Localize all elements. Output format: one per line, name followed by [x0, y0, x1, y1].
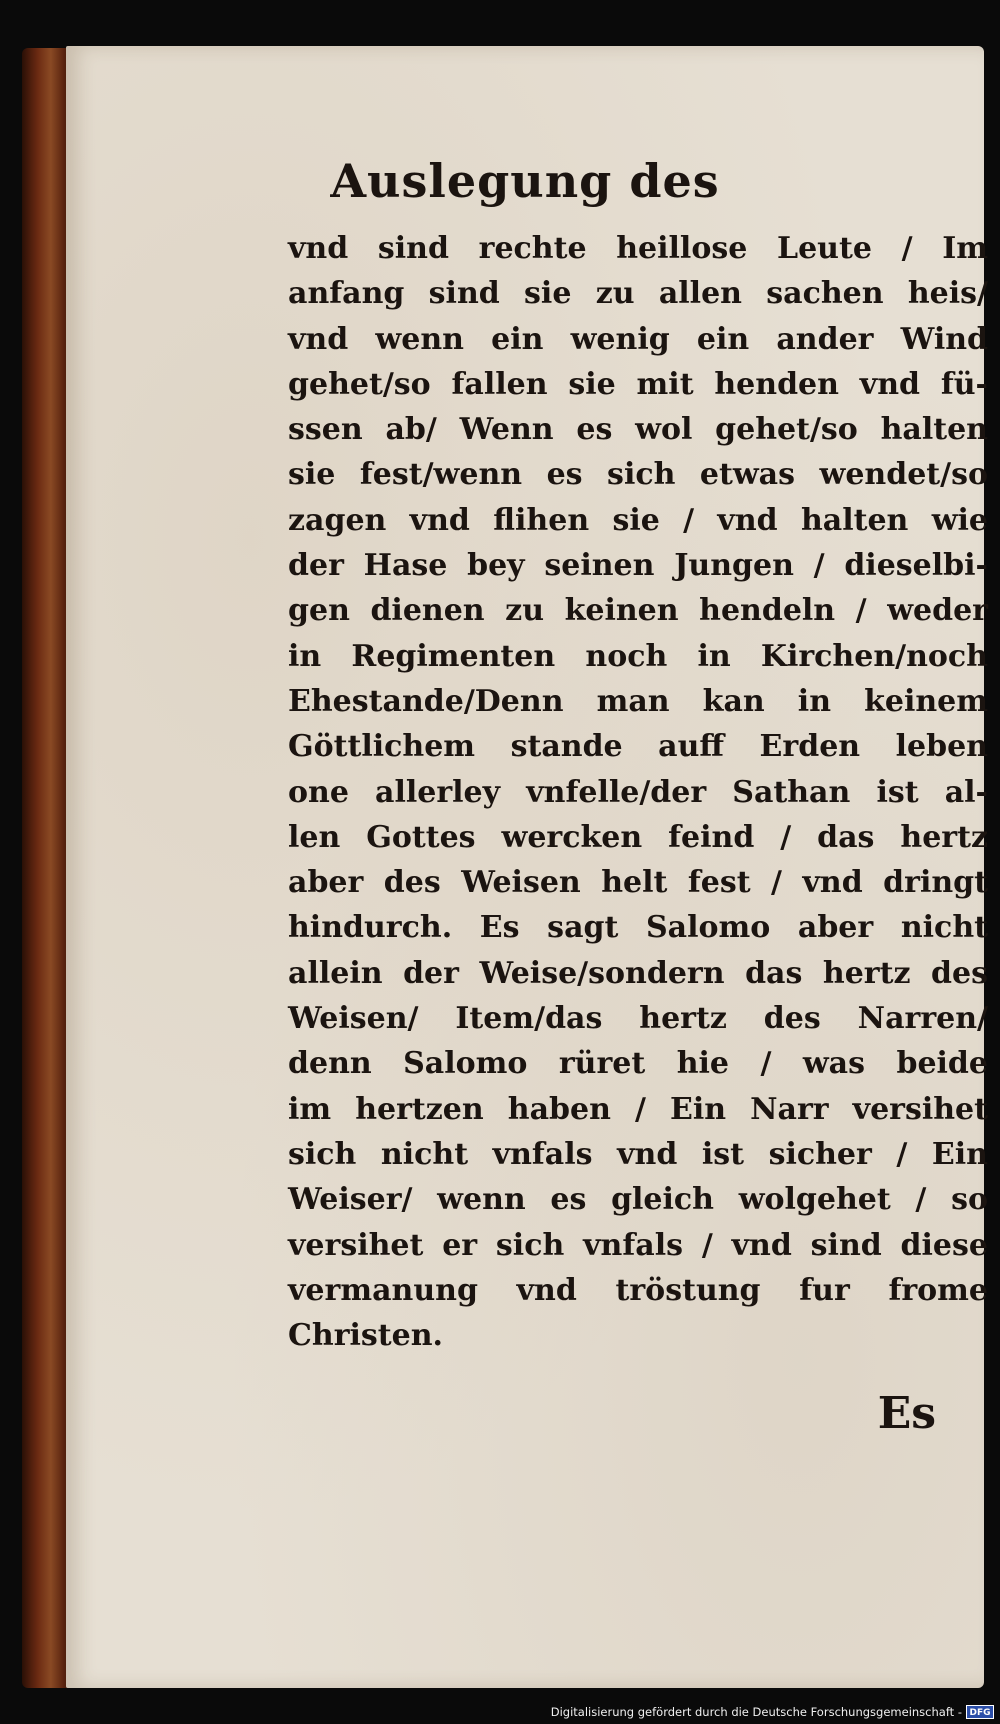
text-line: sie fest/wenn es sich etwas wendet/so — [288, 457, 988, 493]
text-line: Weisen/ Item/das hertz des Narren/ — [288, 1001, 988, 1037]
text-line: len Gottes wercken feind / das hertz — [288, 819, 988, 855]
text-line: gehet/so fallen sie mit henden vnd fü- — [288, 366, 988, 402]
text-line: gen dienen zu keinen hendeln / weder — [288, 593, 988, 629]
text-line: der Hase bey seinen Jungen / dieselbi- — [288, 548, 988, 584]
text-line: anfang sind sie zu allen sachen heis/ — [288, 276, 988, 312]
text-line: allein der Weise/sondern das hertz des — [288, 955, 988, 991]
text-line: Göttlichem stande auff Erden leben — [288, 729, 988, 765]
running-head: Auslegung des — [330, 154, 720, 208]
dfg-logo: DFG — [966, 1705, 994, 1719]
text-line: Ehestande/Denn man kan in keinem — [288, 683, 988, 719]
footer-bar — [0, 1698, 1000, 1724]
book-page — [66, 46, 988, 1688]
text-line: zagen vnd flihen sie / vnd halten wie — [288, 502, 988, 538]
text-line: sich nicht vnfals vnd ist sicher / Ein — [288, 1136, 988, 1172]
text-line: vnd wenn ein wenig ein ander Wind — [288, 321, 988, 357]
text-line: Christen. — [288, 1318, 443, 1354]
text-line: in Regimenten noch in Kirchen/noch — [288, 638, 988, 674]
body-text — [288, 226, 988, 1358]
text-line: denn Salomo rüret hie / was beide — [288, 1046, 988, 1082]
text-line: one allerley vnfelle/der Sathan ist al- — [288, 774, 988, 810]
text-line: vermanung vnd tröstung fur frome — [288, 1272, 988, 1308]
text-line: Weiser/ wenn es gleich wolgehet / so — [288, 1182, 988, 1218]
digitization-credit: Digitalisierung gefördert durch die Deutsche Forschungsgemeinschaft - — [550, 1705, 962, 1719]
text-line: im hertzen haben / Ein Narr versihet — [288, 1091, 988, 1127]
text-line: hindurch. Es sagt Salomo aber nicht — [288, 910, 988, 946]
text-line: vnd sind rechte heillose Leute / Im — [288, 231, 988, 266]
text-line: versihet er sich vnfals / vnd sind diese — [288, 1227, 988, 1263]
text-line: aber des Weisen helt fest / vnd dringt — [288, 865, 988, 901]
text-line: ssen ab/ Wenn es wol gehet/so halten — [288, 412, 988, 448]
catchword: Es — [877, 1388, 936, 1439]
